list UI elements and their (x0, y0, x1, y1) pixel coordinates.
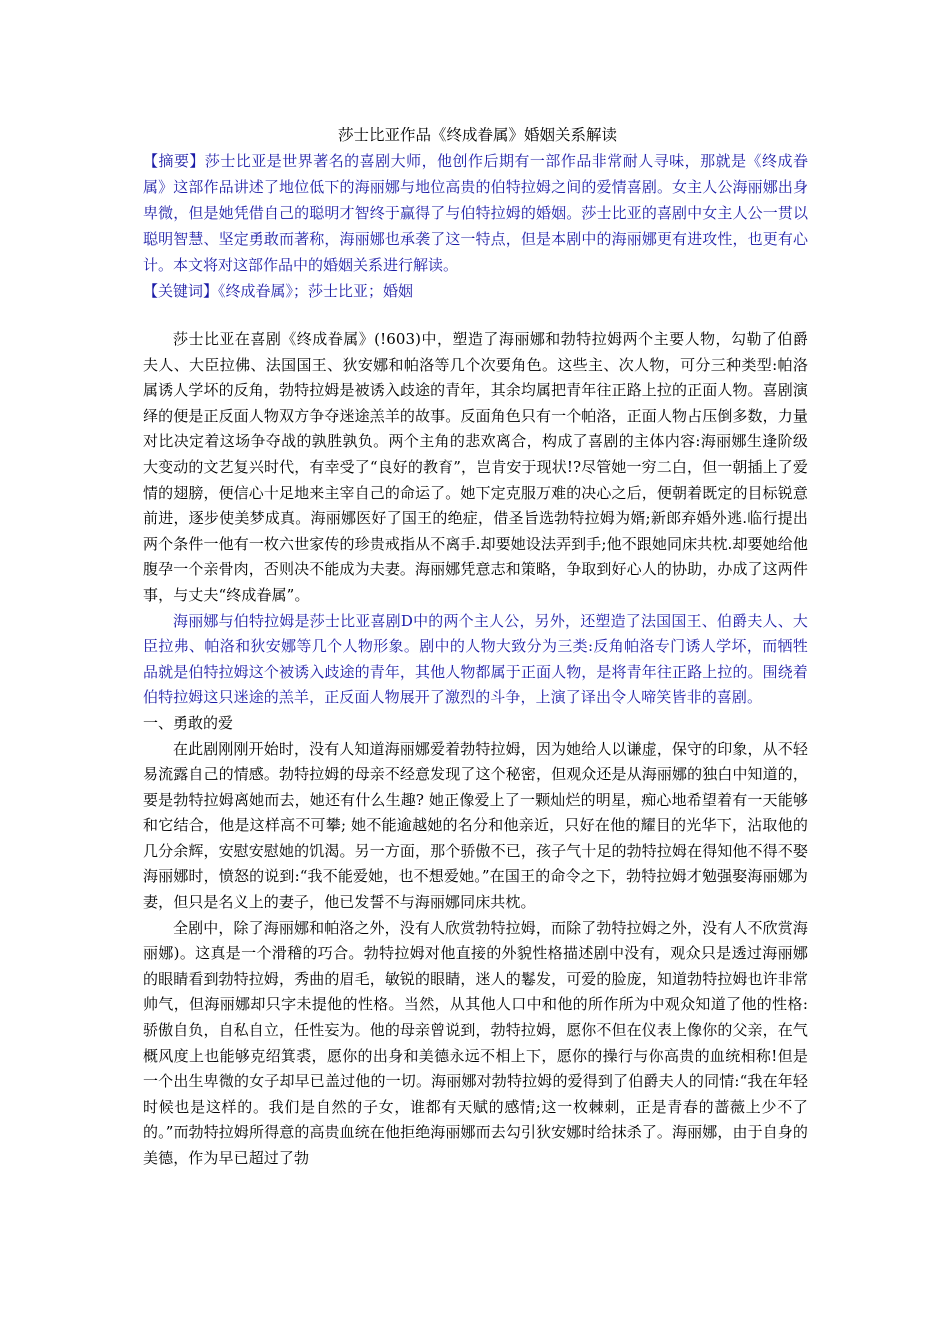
blank-line (143, 304, 808, 327)
body-paragraph-1: 莎士比亚在喜剧《终成眷属》(!603)中，塑造了海丽娜和勃特拉姆两个主要人物，勾勒了伯爵夫人、大臣拉佛、法国国王、狄安娜和帕洛等几个次要角色。这些主、次人物，可分三种类型:帕洛属诱人学坏的反角，勃特拉姆是被诱入歧途的青年，其余均属把青年往正路上拉的正面人物。喜剧演绎的便是正反面人物双方争夺迷途羔羊的故事。反面角色只有一个帕洛，正面人物占压倒多数，力量对比决定着这场争夺战的孰胜孰负。两个主角的悲欢离合，构成了喜剧的主体内容:海丽娜生逢阶级大变动的文艺复兴时代，有幸受了“良好的教育”，岂肯安于现状!?尽管她一穷二白，但一朝插上了爱情的翅膀，便信心十足地来主宰自己的命运了。她下定克服万难的决心之后，便朝着既定的目标锐意前进，逐步使美梦成真。海丽娜医好了国王的绝症，借圣旨选勃特拉姆为婿;新郎弃婚外逃.临行提出两个条件一他有一枚六世家传的珍贵戒指从不离手.却要她设法弄到手;他不跟她同床共枕.却要她给他腹孕一个亲骨肉，否则决不能成为夫妻。海丽娜凭意志和策略，争取到好心人的协助，办成了这两件事，与丈夫“终成眷属”。 (143, 330, 808, 604)
body-paragraph-4: 全剧中，除了海丽娜和帕洛之外，没有人欣赏勃特拉姆，而除了勃特拉姆之外，没有人不欣赏海丽娜)。这真是一个滑稽的巧合。勃特拉姆对他直接的外貌性格描述剧中没有，观众只是透过海丽娜的眼睛看到勃特拉姆，秀曲的眉毛，敏锐的眼睛，迷人的鬈发，可爱的脸庞，知道勃特拉姆也许非常帅气，但海丽娜却只字未提他的性格。当然，从其他人口中和他的所作所为中观众知道了他的性格:骄傲自负，自私自立，任性妄为。他的母亲曾说到，勃特拉姆，愿你不但在仪表上像你的父亲，在气概风度上也能够克绍箕裘，愿你的出身和美德永远不相上下，愿你的操行与你高贵的血统相称!但是一个出生卑微的女子却早已盖过他的一切。海丽娜对勃特拉姆的爱得到了伯爵夫人的同情:“我在年轻时候也是这样的。我们是自然的子女，谁都有天赋的感情;这一枚棘刺，正是青春的蔷薇上少不了的。”而勃特拉姆所得意的高贵血统在他拒绝海丽娜而去勾引狄安娜时给抹杀了。海丽娜，由于自身的美德，作为早已超过了勃 (143, 918, 808, 1167)
document-page (143, 122, 808, 1172)
keywords-line: 【关键词】《终成眷属》；莎士比亚；婚姻 (143, 282, 414, 300)
document-title: 莎士比亚作品《终成眷属》婚姻关系解读 (337, 126, 617, 144)
section-heading-1: 一、勇敢的爱 (143, 713, 234, 732)
body-paragraph-2: 海丽娜与伯特拉姆是莎士比亚喜剧D中的两个主人公，另外，还塑造了法国国王、伯爵夫人、大臣拉弗、帕洛和狄安娜等几个人物形象。剧中的人物大致分为三类:反角帕洛专门诱人学坏，而牺牲品就是伯特拉姆这个被诱入歧途的青年，其他人物都属于正面人物，是将青年往正路上拉的。围绕着伯特拉姆这只迷途的羔羊，正反面人物展开了激烈的斗争，上演了译出令人啼笑皆非的喜剧。 (143, 611, 808, 707)
body-paragraph-3: 在此剧刚刚开始时，没有人知道海丽娜爱着勃特拉姆，因为她给人以谦虚，保守的印象，从不轻易流露自己的情感。勃特拉姆的母亲不经意发现了这个秘密，但观众还是从海丽娜的独白中知道的，要是勃特拉姆离她而去，她还有什么生趣? 她正像爱上了一颗灿烂的明星，痴心地希望着有一天能够和它结合，他是这样高不可攀; 她不能逾越她的名分和他亲近，只好在他的耀目的光华下，沾取他的几分余辉，安慰安慰她的饥渴。另一方面，那个骄傲不已，孩子气十足的勃特拉姆在得知他不得不娶海丽娜时，愤怒的说到:“我不能爱她，也不想爱她。”在国王的命令之下，勃特拉姆才勉强娶海丽娜为妻，但只是名义上的妻子，他已发誓不与海丽娜同床共枕。 (143, 739, 808, 912)
abstract-paragraph: 【摘要】莎士比亚是世界著名的喜剧大师，他创作后期有一部作品非常耐人寻味，那就是《终成眷属》这部作品讲述了地位低下的海丽娜与地位高贵的伯特拉姆之间的爱情喜剧。女主人公海丽娜出身卑微，但是她凭借自己的聪明才智终于赢得了与伯特拉姆的婚姻。莎士比亚的喜剧中女主人公一贯以聪明智慧、坚定勇敢而著称，海丽娜也承袭了这一特点，但是本剧中的海丽娜更有进攻性，也更有心计。本文将对这部作品中的婚姻关系进行解读。 (143, 152, 808, 274)
